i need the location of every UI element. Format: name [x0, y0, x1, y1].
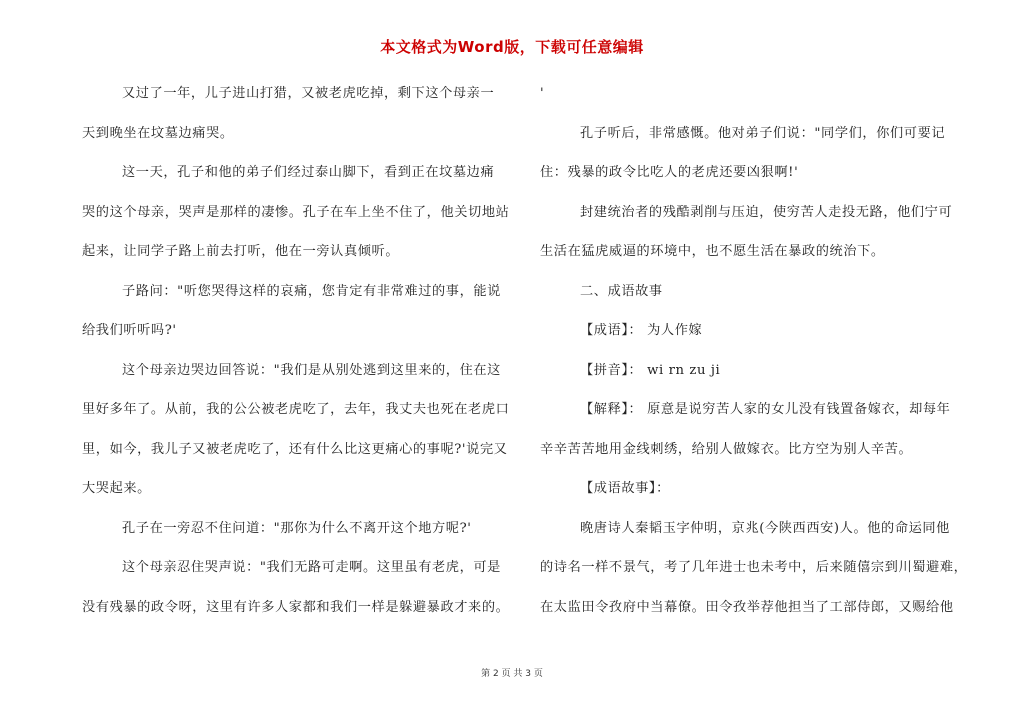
right-text-column: [540, 80, 968, 633]
paragraph-line: 住：残暴的政令比吃人的老虎还要凶狠啊!': [540, 165, 799, 180]
paragraph-line: 封建统治者的残酷剥削与压迫，使穷苦人走投无路，他们宁可: [580, 204, 953, 220]
paragraph-line: 孔子听后，非常感慨。他对弟子们说："同学们，你们可要记: [580, 125, 946, 141]
paragraph-line: 里，如今，我儿子又被老虎吃了，还有什么比这更痛心的事呢?'说完又: [82, 441, 508, 457]
paragraph-line: 生活在猛虎威逼的环境中，也不愿生活在暴政的统治下。: [540, 244, 885, 259]
section-heading: 二、成语故事: [580, 283, 663, 299]
paragraph-line: 没有残暴的政令呀，这里有许多人家都和我们一样是躲避暴政才来的。: [82, 599, 510, 615]
pinyin-entry: 【拼音】： wi rn zu ji: [580, 362, 721, 378]
paragraph-line: 给我们听听吗?': [82, 323, 177, 338]
document-header-banner: 本文格式为Word版，下载可任意编辑: [380, 38, 644, 56]
paragraph-line: 哭的这个母亲，哭声是那样的凄惨。孔子在车上坐不住了，他关切地站: [82, 204, 510, 220]
paragraph-line: 在太监田令孜府中当幕僚。田令孜举荐他担当了工部侍郎，又赐给他: [540, 599, 954, 615]
paragraph-line: 又过了一年，儿子进山打猎，又被老虎吃掉，剩下这个母亲一: [122, 86, 495, 101]
paragraph-line: 这一天，孔子和他的弟子们经过泰山脚下，看到正在坟墓边痛: [122, 165, 495, 180]
explanation-entry: 【解释】： 原意是说穷苦人家的女儿没有钱置备嫁衣，却每年: [580, 402, 951, 417]
paragraph-line: 这个母亲边哭边回答说："我们是从别处逃到这里来的，住在这: [122, 362, 501, 378]
paragraph-line: 的诗名一样不景气，考了几年进士也未考中，后来随僖宗到川蜀避难，: [540, 560, 968, 575]
paragraph-line: 孔子在一旁忍不住问道："那你为什么不离开这个地方呢?': [122, 520, 472, 536]
idiom-story-heading: 【成语故事】：: [580, 481, 670, 496]
paragraph-line: 辛辛苦苦地用金线刺绣，给别人做嫁衣。比方空为别人辛苦。: [540, 441, 913, 457]
idiom-entry: 【成语】： 为人作嫁: [580, 323, 703, 338]
paragraph-line: 大哭起来。: [82, 481, 151, 496]
page-number-footer: 第 2 页 共 3 页: [481, 669, 543, 679]
left-text-column: [82, 80, 510, 633]
paragraph-line: 这个母亲忍住哭声说："我们无路可走啊。这里虽有老虎，可是: [122, 560, 501, 575]
paragraph-line: 起来，让同学子路上前去打听，他在一旁认真倾听。: [82, 244, 400, 259]
paragraph-line: 里好多年了。从前，我的公公被老虎吃了，去年，我丈夫也死在老虎口: [82, 402, 510, 417]
paragraph-line: 晚唐诗人秦韬玉字仲明，京兆(今陕西西安)人。他的命运同他: [580, 520, 950, 536]
paragraph-line: 天到晚坐在坟墓边痛哭。: [82, 125, 234, 141]
paragraph-line: 子路问："听您哭得这样的哀痛，您肯定有非常难过的事，能说: [122, 283, 501, 299]
paragraph-line: ': [540, 86, 545, 101]
